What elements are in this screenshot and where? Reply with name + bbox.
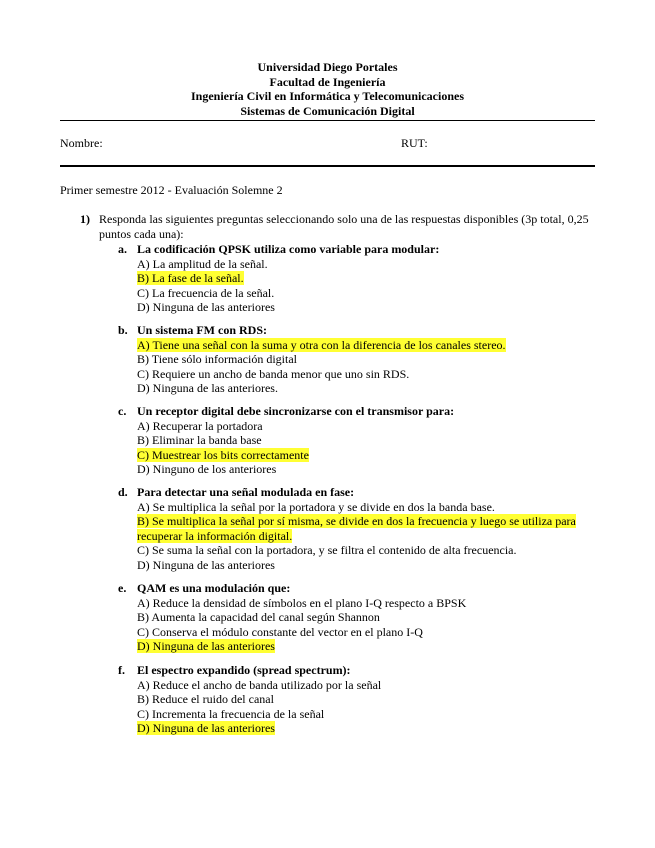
item-stem: Para detectar una señal modulada en fase: [137, 485, 355, 499]
option-c: C) Se suma la señal con la portadora, y se filtra el contenido de alta frecuencia. [137, 543, 517, 558]
option-c: C) Requiere un ancho de banda menor que uno sin RDS. [137, 366, 410, 381]
option-b: B) Tiene sólo información digital [137, 352, 297, 367]
item-stem: Un receptor digital debe sincronizarse con el transmisor para: [137, 404, 455, 418]
option-b: B) Aumenta la capacidad del canal según Shannon [137, 610, 380, 625]
question-1 [80, 212, 595, 241]
item-letter: d. [118, 485, 128, 499]
option-d-answer: D) Ninguna de las anteriores [137, 721, 275, 736]
course-name: Sistemas de Comunicación Digital [240, 103, 415, 118]
question-number: 1) [80, 212, 90, 226]
item-b [118, 323, 598, 396]
option-d: D) Ninguna de las anteriores [137, 300, 275, 315]
option-a-answer: A) Tiene una señal con la suma y otra con la diferencia de los canales stereo. [137, 337, 506, 352]
item-letter: a. [118, 242, 127, 256]
item-letter: b. [118, 323, 128, 337]
name-label: Nombre: [60, 136, 103, 150]
item-stem: El espectro expandido (spread spectrum): [137, 663, 351, 677]
rut-label: RUT: [401, 136, 428, 150]
option-a: A) Recuperar la portadora [137, 418, 263, 433]
item-d [118, 485, 598, 573]
faculty-name: Facultad de Ingeniería [269, 74, 386, 89]
option-d-answer: D) Ninguna de las anteriores [137, 639, 275, 654]
option-c: C) Conserva el módulo constante del vector en el plano I-Q [137, 624, 423, 639]
question-text: Responda las siguientes preguntas seleccionando solo una de las respuestas disponibles (3p total, 0,25 puntos cada una): [99, 212, 589, 241]
option-d: D) Ninguna de las anteriores [137, 557, 275, 572]
item-letter: f. [118, 663, 125, 677]
semester-title: Primer semestre 2012 - Evaluación Solemne 2 [60, 183, 283, 197]
student-info-row [60, 136, 595, 151]
option-b-answer: B) La fase de la señal. [137, 271, 244, 286]
item-letter: e. [118, 581, 127, 595]
option-d: D) Ninguno de los anteriores [137, 462, 277, 477]
option-a: A) La amplitud de la señal. [137, 256, 268, 271]
item-stem: QAM es una modulación que: [137, 581, 291, 595]
item-stem: La codificación QPSK utiliza como variable para modular: [137, 242, 440, 256]
option-b: B) Reduce el ruido del canal [137, 692, 274, 707]
university-name: Universidad Diego Portales [257, 60, 398, 74]
option-c: C) Incrementa la frecuencia de la señal [137, 706, 325, 721]
item-f [118, 663, 598, 736]
option-a: A) Se multiplica la señal por la portadora y se divide en dos la banda base. [137, 499, 495, 514]
option-c-answer: C) Muestrear los bits correctamente [137, 447, 309, 462]
option-c: C) La frecuencia de la señal. [137, 285, 275, 300]
item-a [118, 242, 598, 315]
header-divider [60, 120, 595, 121]
item-e [118, 581, 598, 654]
option-d: D) Ninguna de las anteriores. [137, 381, 278, 396]
info-divider [60, 165, 595, 167]
option-a: A) Reduce la densidad de símbolos en el plano I-Q respecto a BPSK [137, 595, 467, 610]
document-header [60, 60, 595, 118]
item-letter: c. [118, 404, 127, 418]
option-b-answer: B) Se multiplica la señal por sí misma, se divide en dos la frecuencia y luego se utiliza para recuperar la información digital. [137, 514, 576, 543]
item-stem: Un sistema FM con RDS: [137, 323, 267, 337]
item-c [118, 404, 598, 477]
option-b: B) Eliminar la banda base [137, 433, 262, 448]
program-name: Ingeniería Civil en Informática y Telecomunicaciones [191, 89, 464, 104]
option-a: A) Reduce el ancho de banda utilizado por la señal [137, 677, 382, 692]
